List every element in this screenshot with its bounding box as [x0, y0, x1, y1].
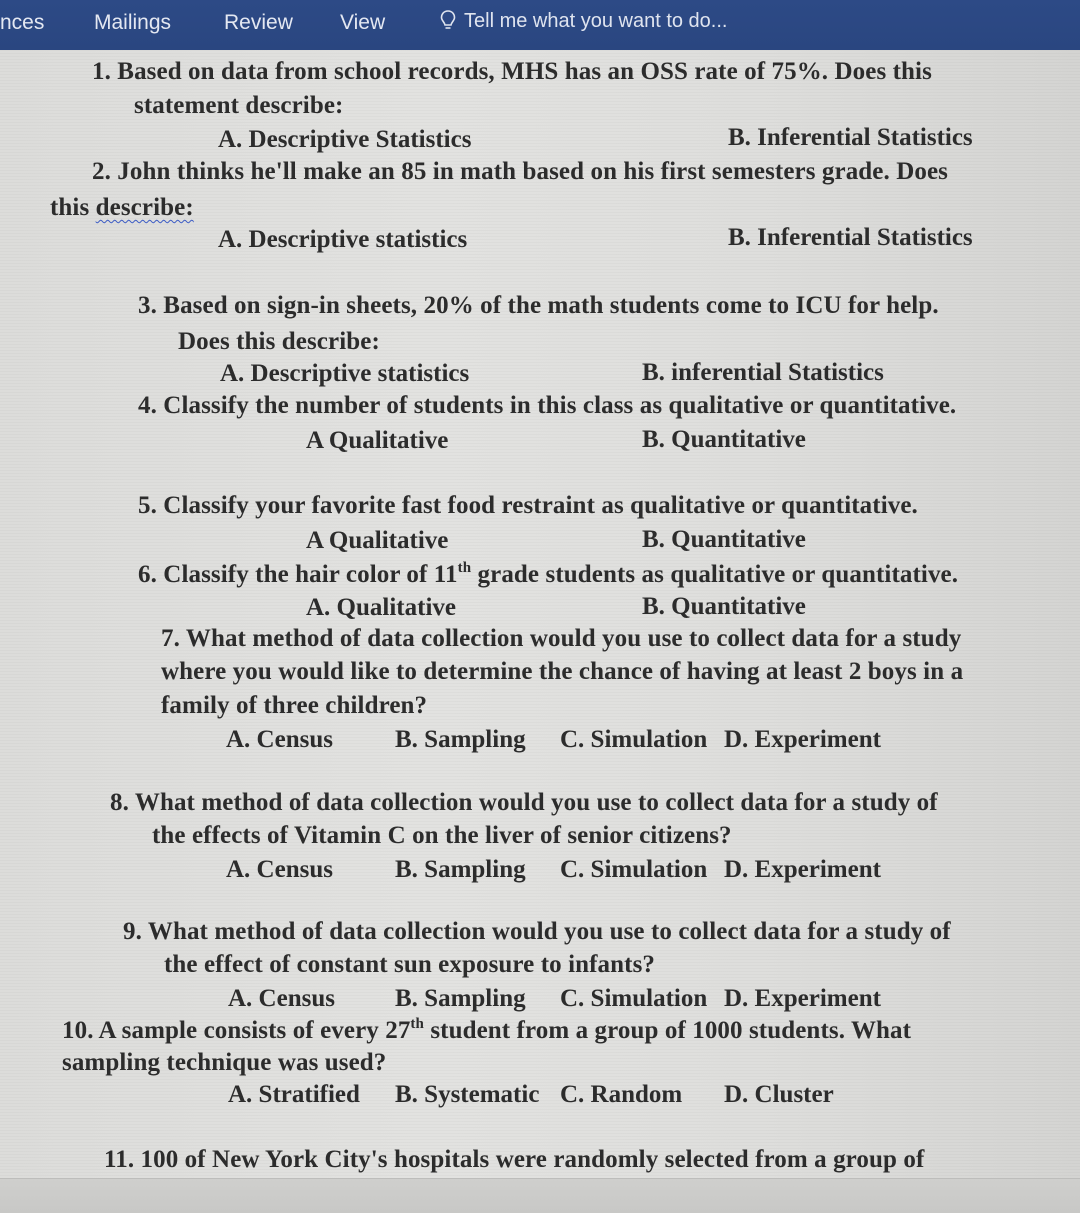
- q2-line2-text: this: [50, 194, 96, 221]
- q7-option-a: A. Census: [226, 726, 333, 753]
- q9-option-c: C. Simulation: [560, 985, 708, 1012]
- q1-line2: statement describe:: [134, 92, 344, 119]
- q8-option-c: C. Simulation: [560, 856, 708, 883]
- q11-line1: 11. 100 of New York City's hospitals were randomly selected from a group of: [104, 1146, 925, 1173]
- q10-line2: sampling technique was used?: [62, 1049, 387, 1076]
- q10-line1: [62, 1016, 911, 1045]
- q10-option-b: B. Systematic: [395, 1081, 540, 1108]
- q5-option-a: A Qualitative: [306, 527, 449, 554]
- q10-text-post: student from a group of 1000 students. What: [423, 1017, 912, 1044]
- q9-option-d: D. Experiment: [724, 985, 881, 1012]
- tab-mailings[interactable]: Mailings: [94, 11, 172, 34]
- q10-text-pre: 10. A sample consists of every 27: [62, 1017, 411, 1044]
- tell-me-placeholder: Tell me what you want to do...: [464, 9, 728, 32]
- q7-line3: family of three children?: [161, 692, 428, 719]
- q2-line2: [50, 194, 194, 222]
- word-ribbon: [0, 0, 1080, 50]
- q8-option-d: D. Experiment: [724, 856, 881, 883]
- q6-line1: [138, 560, 958, 589]
- q2-option-a: A. Descriptive statistics: [218, 226, 468, 253]
- q7-option-d: D. Experiment: [724, 726, 881, 753]
- tab-view[interactable]: View: [340, 11, 386, 34]
- q3-line1: 3. Based on sign-in sheets, 20% of the math students come to ICU for help.: [138, 292, 939, 319]
- q2-line1: 2. John thinks he'll make an 85 in math based on his first semesters grade. Does: [92, 158, 948, 185]
- tab-review[interactable]: Review: [224, 11, 293, 34]
- q6-option-b: B. Quantitative: [642, 593, 806, 620]
- q7-line2: where you would like to determine the chance of having at least 2 boys in a: [161, 658, 964, 685]
- tell-me-search[interactable]: [440, 9, 727, 33]
- q1-option-b: B. Inferential Statistics: [728, 124, 973, 151]
- q1-line1: 1. Based on data from school records, MHS has an OSS rate of 75%. Does this: [92, 58, 932, 85]
- q3-line2: Does this describe:: [178, 328, 380, 355]
- q7-option-c: C. Simulation: [560, 726, 708, 753]
- q2-option-b: B. Inferential Statistics: [728, 224, 973, 251]
- q4-option-b: B. Quantitative: [642, 426, 806, 453]
- q5-option-b: B. Quantitative: [642, 526, 806, 553]
- q9-option-a: A. Census: [228, 985, 335, 1012]
- q9-line1: 9. What method of data collection would you use to collect data for a study of: [123, 918, 951, 945]
- q6-ordinal: th: [457, 560, 472, 576]
- q10-option-a: A. Stratified: [228, 1081, 360, 1108]
- q10-option-d: D. Cluster: [724, 1081, 834, 1108]
- q2-spellcheck-flag[interactable]: describe:: [95, 194, 194, 221]
- q8-line1: 8. What method of data collection would you use to collect data for a study of: [110, 789, 938, 816]
- q1-option-a: A. Descriptive Statistics: [218, 126, 472, 153]
- q7-option-b: B. Sampling: [395, 726, 526, 753]
- q4-option-a: A Qualitative: [306, 427, 449, 454]
- q5-line1: 5. Classify your favorite fast food restraint as qualitative or quantitative.: [138, 492, 918, 519]
- q8-option-a: A. Census: [226, 856, 333, 883]
- q3-option-a: A. Descriptive statistics: [220, 360, 470, 387]
- document-page[interactable]: [0, 50, 1080, 1212]
- q6-option-a: A. Qualitative: [306, 594, 456, 621]
- q9-option-b: B. Sampling: [395, 985, 526, 1012]
- q9-line2: the effect of constant sun exposure to infants?: [164, 951, 656, 978]
- q3-option-b: B. inferential Statistics: [642, 359, 884, 386]
- q6-text-pre: 6. Classify the hair color of 11: [138, 561, 458, 588]
- q6-text-post: grade students as qualitative or quantitative.: [471, 561, 959, 588]
- q4-line1: 4. Classify the number of students in this class as qualitative or quantitative.: [138, 392, 957, 419]
- page-bottom-edge: [0, 1178, 1080, 1213]
- tab-references[interactable]: nces: [0, 11, 45, 34]
- q10-option-c: C. Random: [560, 1081, 683, 1108]
- q8-option-b: B. Sampling: [395, 856, 526, 883]
- lightbulb-icon: [440, 9, 456, 33]
- q7-line1: 7. What method of data collection would you use to collect data for a study: [161, 625, 962, 652]
- q8-line2: the effects of Vitamin C on the liver of senior citizens?: [152, 822, 732, 849]
- q10-ordinal: th: [410, 1016, 424, 1032]
